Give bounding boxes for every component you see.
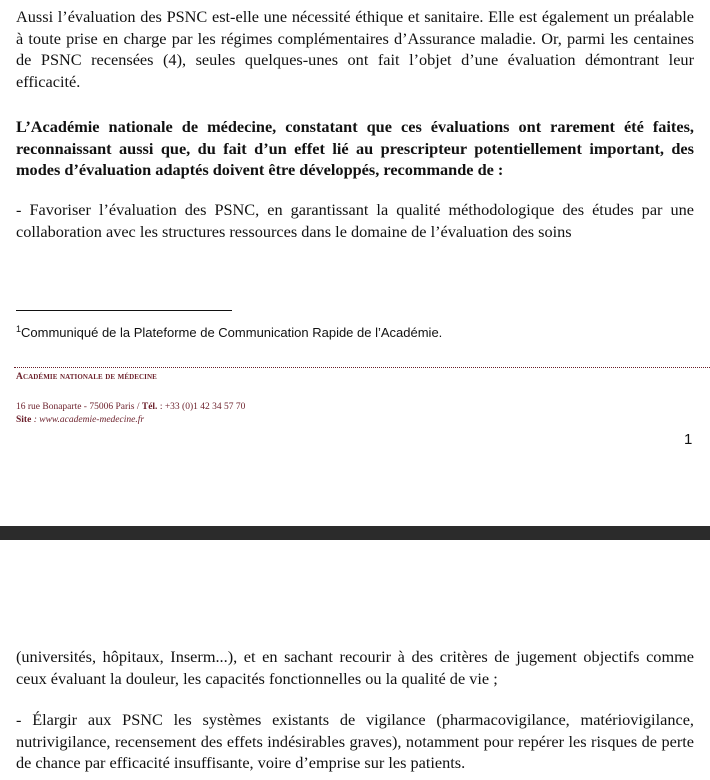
recommendation-item-1: - Favoriser l’évaluation des PSNC, en garantissant la qualité méthodologique des études par une collaboration avec les structures ressources dans le domaine de l’évaluation des soins <box>16 200 694 241</box>
footer-tel-label: Tél. <box>141 402 160 412</box>
footnote <box>16 320 442 342</box>
footnote-separator <box>16 310 232 311</box>
footer-address-text: 16 rue Bonaparte - 75006 Paris / <box>16 402 142 412</box>
footnote-marker: 1 <box>16 324 22 334</box>
footer-address <box>16 401 245 414</box>
recommendation-item-1-continued: (universités, hôpitaux, Inserm...), et en sachant recourir à des critères de jugement objectifs comme ceux évaluant la douleur, les capacités fonctionnelles ou la qualité de vie ; <box>16 647 694 688</box>
document-page-2 <box>0 540 710 780</box>
body-paragraph-evaluation: Aussi l’évaluation des PSNC est-elle une nécessité éthique et sanitaire. Elle est également un préalable à toute prise en charge par les régimes complémentaires d’Assurance maladie. Or, parmi les centaines de PSNC recensées (4), seules quelques-unes ont fait l’objet d’une évaluation démontrant leur efficacité. <box>16 7 694 91</box>
footer-tel-value: : +33 (0)1 42 34 57 70 <box>159 402 246 412</box>
footer-site-link[interactable]: : www.academie-medecine.fr <box>33 415 145 425</box>
recommendation-item-2: - Élargir aux PSNC les systèmes existants de vigilance (pharmacovigilance, matériovigilance, nutrivigilance, recensement des effets indésirables graves), notamment pour repérer les risques de perte de chance par efficacité insuffisante, voire d’emprise sur les patients. <box>16 710 694 772</box>
footer-site <box>16 414 144 427</box>
footnote-text: Communiqué de la Plateforme de Communication Rapide de l’Académie. <box>21 325 443 340</box>
recommendation-intro-paragraph: L’Académie nationale de médecine, constatant que ces évaluations ont rarement été faites, reconnaissant aussi que, du fait d’un effet lié au prescripteur potentiellement important, des modes d’évaluation adaptés doivent être développés, recommande de : <box>16 117 694 179</box>
page-separator <box>0 526 710 540</box>
footer-dotted-divider <box>14 367 710 368</box>
footer-site-label: Site <box>16 415 34 425</box>
footer-academy-name: Académie nationale de médecine <box>16 372 157 382</box>
page-number: 1 <box>684 431 693 448</box>
